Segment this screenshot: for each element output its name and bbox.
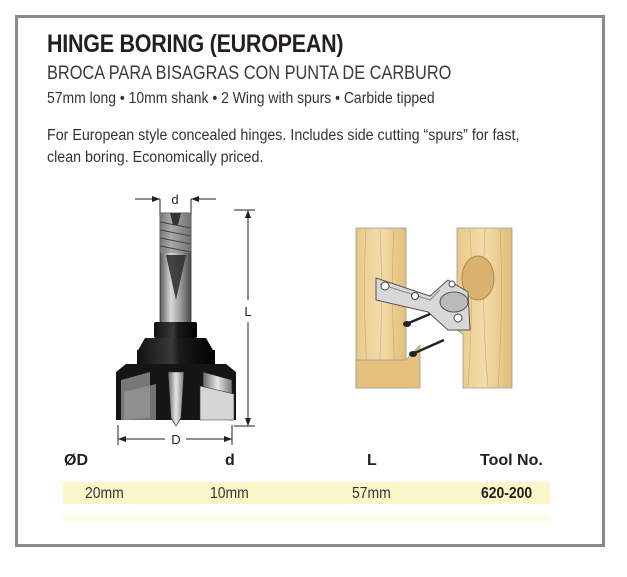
- product-subtitle: BROCA PARA BISAGRAS CON PUNTA DE CARBURO: [47, 63, 452, 84]
- col-header-shank: d: [225, 452, 235, 469]
- product-description: For European style concealed hinges. Includes side cutting “spurs” for fast, clean boring. Economically priced.: [47, 127, 520, 166]
- col-header-diameter: ØD: [64, 452, 88, 469]
- col-header-tool-no: Tool No.: [480, 452, 543, 469]
- product-title: HINGE BORING (EUROPEAN): [47, 30, 344, 58]
- table-row: [63, 482, 550, 504]
- col-header-length: L: [367, 452, 377, 469]
- diameter-dimension: [118, 425, 232, 447]
- product-specs: 57mm long • 10mm shank • 2 Wing with spurs • Carbide tipped: [47, 90, 435, 107]
- bit-collar: [154, 322, 197, 338]
- dim-d-label: d: [171, 192, 179, 207]
- hinge-illustration: [356, 228, 512, 388]
- dim-l-label: L: [244, 304, 252, 319]
- dim-dia-label: D: [171, 432, 181, 447]
- cell-shank: 10mm: [210, 485, 249, 502]
- cell-diameter: 20mm: [85, 485, 124, 502]
- length-dimension: [234, 210, 255, 426]
- cell-length: 57mm: [352, 485, 391, 502]
- shank-dimension: [135, 192, 216, 215]
- cell-tool-number: 620-200: [481, 485, 533, 502]
- table-row-spacer: [63, 515, 550, 521]
